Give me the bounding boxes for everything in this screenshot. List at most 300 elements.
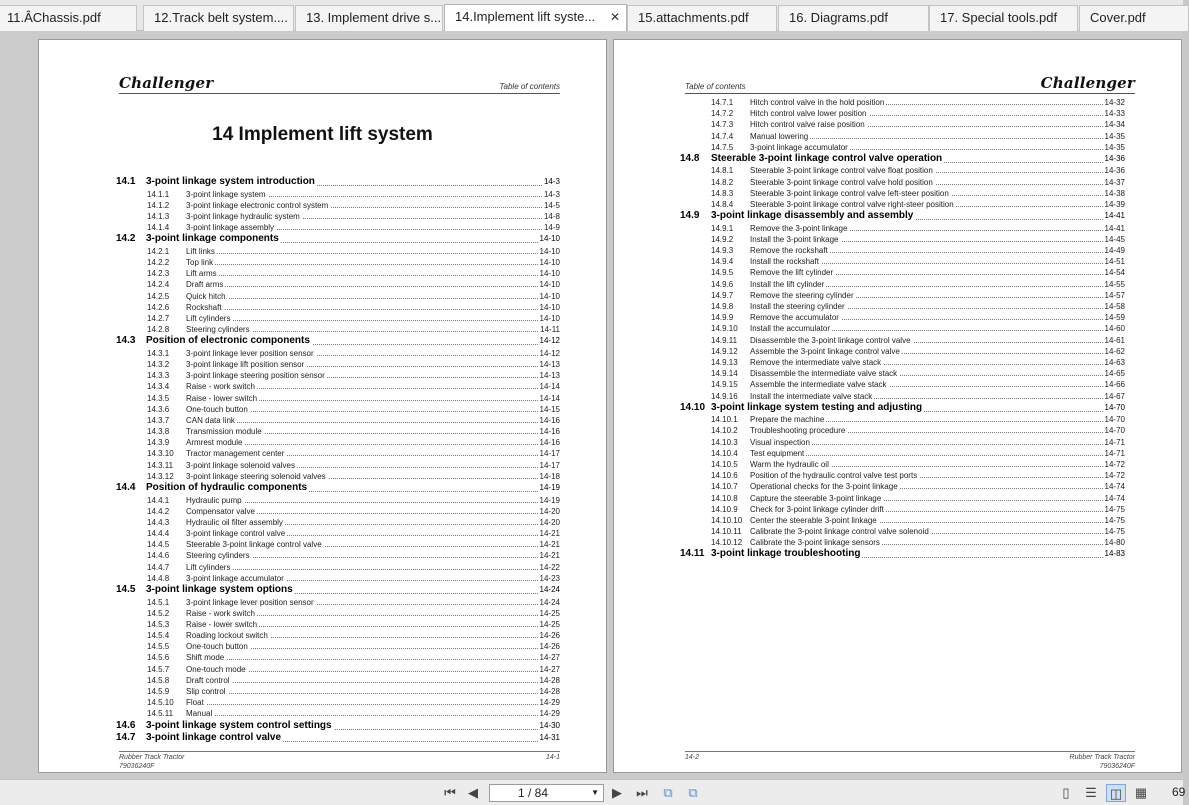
first-page-icon[interactable]: ⏮	[444, 785, 456, 800]
toc-entry[interactable]	[116, 313, 560, 324]
footer-page-number: 14-1	[545, 754, 560, 761]
footer-product-name: Rubber Track Tractor	[1069, 754, 1135, 761]
toc-entry-page: 14-29	[539, 709, 560, 719]
toc-entry[interactable]	[116, 539, 560, 550]
header-rule	[119, 93, 560, 94]
toc-entry-page: 14-41	[1104, 223, 1125, 233]
toc-entry[interactable]	[680, 346, 1125, 357]
toc-entry-page: 14-8	[543, 211, 560, 221]
toc-entry[interactable]	[116, 393, 560, 404]
toc-entry-number: 14.10.12	[711, 538, 743, 548]
toc-entry[interactable]	[116, 562, 560, 573]
toc-entry-number: 14.10.8	[711, 493, 738, 503]
toc-entry-page: 14-75	[1104, 515, 1125, 525]
toc-entry[interactable]	[680, 312, 1125, 323]
toc-entry[interactable]	[116, 652, 560, 663]
toc-entry-number: 14.7.1	[711, 98, 734, 107]
toc-entry[interactable]	[116, 697, 560, 708]
toc-section-entry[interactable]	[680, 548, 1125, 561]
toc-entry[interactable]	[116, 495, 560, 506]
toc-entry[interactable]	[680, 414, 1125, 425]
document-viewport[interactable]	[0, 31, 1183, 779]
toc-entry[interactable]	[680, 504, 1125, 515]
toc-entry-number: 14.3.7	[147, 415, 170, 425]
toc-entry-label: Operational checks for the 3-point linkage	[750, 482, 898, 492]
toc-entry[interactable]	[116, 437, 560, 448]
toc-entry[interactable]	[680, 165, 1125, 176]
toc-entry-page: 14-39	[1104, 200, 1125, 209]
toc-entry-page: 14-72	[1104, 471, 1125, 481]
toc-entry[interactable]	[116, 246, 560, 257]
next-page-icon[interactable]: ▶	[612, 785, 622, 800]
toc-entry-page: 14-17	[539, 449, 560, 459]
toc-entry[interactable]	[116, 573, 560, 584]
toc-entry-number: 14.2.6	[147, 302, 170, 312]
toc-entry-page: 14-70	[1104, 426, 1125, 436]
toc-section-entry[interactable]	[116, 732, 560, 745]
toc-entry-page: 14-62	[1104, 346, 1125, 356]
toc-entry-page: 14-55	[1104, 279, 1125, 289]
toc-entry[interactable]	[116, 200, 560, 211]
toc-entry-label: Lift cylinders	[186, 562, 231, 572]
toc-entry[interactable]	[680, 290, 1125, 301]
toc-entry-page: 14-35	[1104, 131, 1125, 141]
toc-entry-label: Steering cylinders	[186, 325, 250, 335]
toc-entry[interactable]	[116, 415, 560, 426]
toc-entry-label: Remove the accumulator	[750, 313, 839, 323]
toc-leader-dots	[186, 298, 560, 299]
footer-doc-number: 79036240F	[1099, 763, 1135, 770]
toc-entry[interactable]	[116, 641, 560, 652]
toc-entry-page: 14-32	[1104, 98, 1125, 107]
toc-entry-number: 14.5.4	[147, 631, 170, 641]
toc-entry-number: 14.5.2	[147, 608, 170, 618]
toc-entry[interactable]	[680, 301, 1125, 312]
toc-entry-number: 14.6	[116, 719, 136, 731]
toc-entry[interactable]	[116, 471, 560, 482]
toc-entry-number: 14.9.1	[711, 223, 734, 233]
toc-entry-number: 14.5.3	[147, 619, 170, 629]
facing-view-icon[interactable]: ◫	[1106, 784, 1126, 802]
toc-leader-dots	[186, 659, 560, 660]
toc-entry-page: 14-11	[540, 325, 560, 335]
toc-entry-page: 14-10	[539, 291, 560, 301]
toc-entry[interactable]	[680, 470, 1125, 481]
toc-entry[interactable]	[116, 619, 560, 630]
toc-entry-page: 14-16	[539, 415, 560, 425]
toc-entry[interactable]	[116, 324, 560, 335]
toc-entry-page: 14-36	[1104, 166, 1125, 176]
tab-implement-drive[interactable]	[295, 5, 443, 31]
toc-entry-label: One-touch button	[186, 404, 248, 414]
chapter-title: 14 Implement lift system	[212, 124, 433, 145]
navigation-toolbar	[0, 779, 1186, 805]
toc-entry-label: Shift mode	[186, 653, 225, 663]
toc-entry-label: Test equipment	[750, 448, 805, 458]
toc-entry[interactable]	[680, 425, 1125, 436]
footer-rule	[119, 751, 560, 752]
toc-entry-label: Manual lowering	[750, 131, 809, 141]
toc-entry[interactable]	[680, 493, 1125, 504]
toc-entry-page: 14-31	[538, 732, 560, 745]
toc-entry[interactable]	[116, 506, 560, 517]
footer-product	[1070, 753, 1135, 771]
toc-entry-label: 3-point linkage system testing and adjusting	[711, 401, 923, 413]
toc-entry-number: 14.3	[116, 335, 136, 347]
toc-entry-page: 14-14	[539, 382, 560, 392]
footer-rule	[685, 751, 1135, 752]
toc-entry-page: 14-13	[539, 359, 560, 369]
toc-entry[interactable]	[116, 257, 560, 268]
toc-entry-label: Transmission module	[186, 427, 262, 437]
tab-track-belt[interactable]	[143, 5, 294, 31]
toc-entry[interactable]	[116, 630, 560, 641]
toc-entry-number: 14.4.6	[147, 551, 170, 561]
toc-entry-number: 14.9.14	[711, 369, 738, 379]
toc-section-entry[interactable]	[116, 720, 560, 733]
toc-entry[interactable]	[680, 131, 1125, 142]
toc-section-entry[interactable]	[116, 233, 560, 246]
prev-page-icon[interactable]: ◀	[468, 785, 478, 800]
toc-entry[interactable]	[680, 335, 1125, 346]
toc-entry-page: 14-24	[538, 584, 560, 597]
header-rule	[685, 93, 1135, 94]
toc-entry[interactable]	[680, 177, 1125, 188]
toc-entry-number: 14.9.15	[711, 380, 738, 390]
toc-entry-number: 14.2	[116, 233, 136, 245]
toc-entry-label: Install the accumulator	[750, 324, 831, 334]
toc-entry[interactable]	[680, 119, 1125, 130]
toc-section-entry[interactable]	[116, 482, 560, 495]
toc-entry-label: 3-point linkage control valve	[146, 732, 282, 744]
toc-entry-label: 3-point linkage electronic control system	[186, 200, 329, 210]
toc-entry[interactable]	[116, 686, 560, 697]
toc-leader-dots	[186, 275, 560, 276]
toc-entry-label: One-touch button	[186, 642, 248, 652]
toc-entry-label: Center the steerable 3-point linkage	[750, 515, 877, 525]
toc-entry-number: 14.4.3	[147, 517, 170, 527]
toc-entry-page: 14-10	[539, 246, 560, 256]
toc-entry-page: 14-80	[1104, 538, 1125, 548]
footer-product	[119, 753, 184, 771]
toc-section-entry[interactable]	[680, 210, 1125, 223]
toc-entry[interactable]	[116, 608, 560, 619]
toc-entry-page: 14-10	[539, 302, 560, 312]
toc-section-entry[interactable]	[116, 584, 560, 597]
toc-entry[interactable]	[680, 108, 1125, 119]
pdf-page-left	[38, 39, 607, 773]
toc-entry[interactable]	[116, 528, 560, 539]
footer-page-number: 14-2	[685, 754, 700, 761]
toc-entry-label: Raise - work switch	[186, 608, 255, 618]
toc-entry[interactable]	[680, 459, 1125, 470]
toc-entry-label: Hitch control valve raise position	[750, 120, 865, 130]
toc-entry-label: 3-point linkage lift position sensor	[186, 359, 305, 369]
toc-entry[interactable]	[116, 664, 560, 675]
toc-entry[interactable]	[116, 426, 560, 437]
toc-entry[interactable]	[680, 379, 1125, 390]
toc-entry-page: 14-9	[543, 223, 560, 233]
toc-entry-page: 14-25	[539, 619, 560, 629]
toc-entry-label: Roading lockout switch	[186, 631, 268, 641]
toc-entry-label: Prepare the machine	[750, 415, 825, 425]
toc-entry[interactable]	[116, 348, 560, 359]
toc-leader-dots	[186, 253, 560, 254]
toc-entry-label: Remove the 3-point linkage	[750, 223, 848, 233]
toc-entry-page: 14-19	[538, 482, 560, 495]
toc-entry-page: 14-13	[539, 371, 560, 381]
toc-entry[interactable]	[116, 189, 560, 200]
toc-entry[interactable]	[116, 302, 560, 313]
toc-entry-number: 14.3.12	[147, 471, 174, 481]
toc-entry-number: 14.4.4	[147, 529, 170, 539]
toc-entry-page: 14-28	[539, 687, 560, 696]
toc-entry-page: 14-58	[1104, 302, 1125, 311]
toc-entry-label: Calibrate the 3-point linkage sensors	[750, 538, 880, 548]
toc-entry-label: Hydraulic oil filter assembly	[186, 517, 283, 527]
toc-entry-label: Rockshaft	[186, 302, 222, 312]
toc-entry-page: 14-21	[539, 540, 560, 550]
toc-entry[interactable]	[680, 515, 1125, 526]
toc-entry-label: Steerable 3-point linkage control valve left-steer position	[750, 188, 949, 198]
toc-entry-label: Lift arms	[186, 269, 217, 279]
toc-entry-page: 14-54	[1104, 268, 1125, 278]
toc-leader-dots	[186, 422, 560, 423]
tab-label: 12.Track belt system....	[154, 10, 288, 25]
toc-entry[interactable]	[116, 517, 560, 528]
tab-implement-lift[interactable]	[444, 4, 627, 32]
toc-entry-number: 14.4.7	[147, 562, 170, 572]
tab-attachments[interactable]	[627, 5, 777, 31]
toc-entry-page: 14-67	[1104, 391, 1125, 401]
toc-entry-number: 14.2.7	[147, 313, 170, 323]
toc-entry-label: 3-point linkage lever position sensor	[186, 597, 314, 607]
toc-entry-label: Calibrate the 3-point linkage control valve solenoid	[750, 527, 929, 537]
toc-entry[interactable]	[116, 268, 560, 279]
toc-entry-label: Raise - work switch	[186, 382, 255, 392]
close-tab-icon[interactable]: ✕	[609, 10, 620, 24]
toc-entry-number: 14.10.7	[711, 482, 738, 492]
toc-entry-number: 14.3.6	[147, 404, 170, 414]
toc-entry-number: 14.1	[116, 176, 136, 187]
toc-section-entry[interactable]	[680, 153, 1125, 166]
tab-label: Cover.pdf	[1090, 10, 1146, 25]
toc-entry[interactable]	[680, 323, 1125, 334]
toc-section-entry[interactable]	[680, 402, 1125, 415]
continuous-facing-view-icon[interactable]: ▦	[1134, 785, 1148, 800]
toc-entry-page: 14-10	[538, 233, 560, 246]
toc-entry-label: Top link	[186, 257, 214, 267]
toc-entry-page: 14-75	[1104, 504, 1125, 514]
toc-entry-label: Tractor management center	[186, 449, 285, 459]
toc-entry-page: 14-36	[1103, 153, 1125, 166]
toc-entry[interactable]	[116, 460, 560, 471]
toc-list	[116, 176, 560, 745]
footer-product-name: Rubber Track Tractor	[119, 754, 185, 761]
toc-entry-label: Hydraulic pump	[186, 495, 242, 505]
back-icon[interactable]: ⧉	[663, 785, 673, 800]
toc-entry-number: 14.3.5	[147, 393, 170, 403]
toc-entry-number: 14.9.4	[711, 257, 734, 267]
toc-entry-number: 14.4.2	[147, 506, 170, 516]
toc-entry-page: 14-27	[539, 664, 560, 674]
toc-entry-label: Disassemble the 3-point linkage control valve	[750, 335, 911, 345]
toc-entry[interactable]	[116, 211, 560, 222]
tab-special-tools[interactable]	[929, 5, 1078, 31]
tab-bar	[0, 0, 1183, 31]
toc-entry-page: 14-35	[1104, 142, 1125, 152]
toc-entry-number: 14.3.8	[147, 427, 170, 437]
toc-entry-number: 14.10.1	[711, 415, 738, 425]
toc-entry-label: Float	[186, 698, 204, 708]
toc-entry[interactable]	[116, 291, 560, 302]
toc-entry-number: 14.9.9	[711, 313, 734, 323]
toc-entry-page: 14-45	[1104, 234, 1125, 244]
toc-entry[interactable]	[116, 550, 560, 561]
header-label: Table of contents	[685, 82, 746, 91]
toc-entry-page: 14-10	[539, 269, 560, 279]
toc-entry-page: 14-74	[1104, 482, 1125, 492]
toc-entry-number: 14.2.4	[147, 280, 170, 290]
toc-entry[interactable]	[680, 256, 1125, 267]
toc-entry-label: 3-point linkage accumulator	[750, 142, 848, 152]
toc-entry[interactable]	[116, 222, 560, 233]
toc-entry-label: Install the 3-point linkage	[750, 234, 839, 244]
toc-entry-number: 14.7.3	[711, 120, 734, 130]
toc-entry[interactable]	[680, 199, 1125, 210]
toc-entry[interactable]	[680, 188, 1125, 199]
toc-entry-number: 14.10	[680, 401, 706, 413]
toc-entry-number: 14.11	[680, 548, 705, 560]
zoom-level[interactable]: 69	[1172, 785, 1186, 799]
toc-entry-label: 3-point linkage hydraulic system	[186, 211, 300, 221]
toc-entry-page: 14-65	[1104, 369, 1125, 379]
toc-entry-number: 14.2.3	[147, 269, 170, 279]
toc-entry[interactable]	[116, 359, 560, 370]
last-page-icon[interactable]: ⏭	[636, 785, 648, 800]
toc-entry[interactable]	[680, 223, 1125, 234]
toc-entry-label: Remove the intermediate valve stack	[750, 357, 882, 367]
toc-entry[interactable]	[680, 537, 1125, 548]
toc-leader-dots	[186, 704, 560, 705]
toc-entry[interactable]	[116, 279, 560, 290]
toc-entry[interactable]	[680, 368, 1125, 379]
toc-entry-number: 14.10.6	[711, 471, 738, 481]
toc-entry-number: 14.9.12	[711, 346, 738, 356]
toc-entry-page: 14-41	[1103, 210, 1125, 223]
page-indicator: 1 / 84	[518, 786, 549, 800]
toc-entry-number: 14.5.7	[147, 664, 170, 674]
toc-entry[interactable]	[680, 481, 1125, 492]
toc-entry[interactable]	[680, 526, 1125, 537]
toc-entry-page: 14-20	[539, 506, 560, 516]
toc-entry[interactable]	[680, 245, 1125, 256]
toc-entry-number: 14.8	[680, 152, 700, 164]
tab-diagrams[interactable]	[778, 5, 929, 31]
toc-entry-number: 14.9.7	[711, 290, 734, 300]
tab-chassis[interactable]	[0, 5, 137, 31]
toc-entry-label: Position of hydraulic components	[146, 482, 308, 493]
chevron-down-icon[interactable]: ▼	[591, 788, 599, 797]
toc-entry-number: 14.9.8	[711, 302, 734, 311]
tab-cover[interactable]	[1079, 5, 1189, 31]
toc-entry[interactable]	[116, 448, 560, 459]
toc-entry-label: 3-point linkage disassembly and assembly	[711, 210, 914, 222]
toc-entry-label: Raise - lower switch	[186, 393, 258, 403]
toc-entry-label: Warm the hydraulic oil	[750, 459, 829, 469]
toc-leader-dots	[186, 264, 560, 265]
continuous-view-icon[interactable]: ☰	[1085, 785, 1097, 800]
toc-entry[interactable]	[680, 448, 1125, 459]
toc-entry-page: 14-3	[543, 189, 560, 199]
toc-entry[interactable]	[116, 404, 560, 415]
toc-entry-page: 14-70	[1103, 402, 1125, 415]
toc-section-entry[interactable]	[116, 335, 560, 348]
toc-entry-number: 14.2.2	[147, 257, 170, 267]
toc-entry-page: 14-30	[538, 720, 560, 733]
toc-entry-label: Install the rockshaft	[750, 257, 819, 267]
toc-entry-number: 14.2.1	[147, 246, 170, 256]
toc-leader-dots	[186, 682, 560, 683]
toc-entry-page: 14-21	[539, 551, 560, 561]
toc-entry-number: 14.9.6	[711, 279, 734, 289]
toc-entry[interactable]	[116, 370, 560, 381]
toc-entry[interactable]	[680, 234, 1125, 245]
toc-entry-number: 14.9	[680, 210, 700, 222]
toc-entry-label: Install the steering cylinder	[750, 302, 845, 311]
toc-entry-label: Check for 3-point linkage cylinder drift	[750, 504, 884, 514]
toc-entry-number: 14.7.5	[711, 142, 734, 152]
toc-entry-number: 14.5.10	[147, 698, 174, 708]
toc-entry-label: Steerable 3-point linkage control valve right-steer position	[750, 200, 954, 209]
toc-entry-number: 14.9.5	[711, 268, 734, 278]
toc-leader-dots	[186, 286, 560, 287]
toc-entry-number: 14.8.1	[711, 166, 734, 176]
single-page-view-icon[interactable]: ▯	[1062, 785, 1070, 800]
toc-entry[interactable]	[116, 597, 560, 608]
toc-entry-label: Steerable 3-point linkage control valve float position	[750, 166, 933, 176]
tab-label: 16. Diagrams.pdf	[789, 10, 888, 25]
toc-entry[interactable]	[680, 357, 1125, 368]
toc-entry[interactable]	[680, 97, 1125, 108]
toc-entry[interactable]	[680, 437, 1125, 448]
toc-entry-label: Capture the steerable 3-point linkage	[750, 493, 882, 503]
toc-entry-label: Steerable 3-point linkage control valve	[186, 540, 322, 550]
page-number-input[interactable]	[489, 784, 604, 802]
toc-entry[interactable]	[680, 142, 1125, 153]
toc-entry-number: 14.9.13	[711, 357, 738, 367]
toc-entry[interactable]	[680, 279, 1125, 290]
toc-entry-page: 14-49	[1104, 246, 1125, 256]
toc-entry-page: 14-5	[543, 200, 560, 210]
toc-entry[interactable]	[116, 675, 560, 686]
toc-entry-label: 3-point linkage system control settings	[146, 719, 332, 731]
toc-section-entry[interactable]	[116, 176, 560, 189]
toc-entry-label: Position of the hydraulic control valve test ports	[750, 471, 918, 481]
toc-entry-number: 14.9.3	[711, 246, 734, 256]
toc-entry-page: 14-19	[539, 495, 560, 505]
toc-entry-number: 14.1.4	[147, 223, 170, 233]
tab-label: 17. Special tools.pdf	[940, 10, 1058, 25]
toc-entry[interactable]	[116, 708, 560, 719]
toc-entry[interactable]	[116, 381, 560, 392]
forward-icon[interactable]: ⧉	[688, 785, 698, 800]
toc-entry-number: 14.5.8	[147, 675, 170, 685]
tab-label: 14.Implement lift syste...	[455, 9, 596, 24]
toc-entry[interactable]	[680, 267, 1125, 278]
toc-entry[interactable]	[680, 391, 1125, 402]
toc-entry-label: Position of electronic components	[146, 335, 310, 347]
